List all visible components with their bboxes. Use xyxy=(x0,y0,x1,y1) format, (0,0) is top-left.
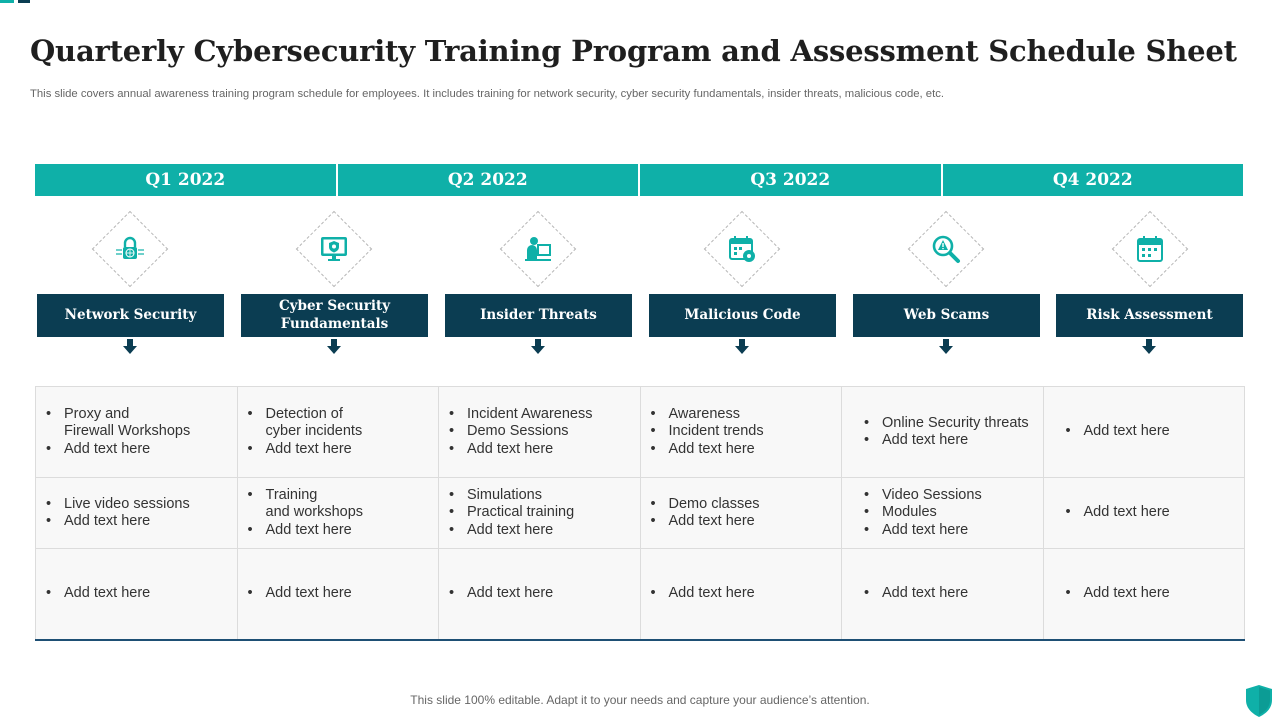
quarter-q4: Q4 2022 xyxy=(1052,170,1133,190)
list-item: • Incident Awareness xyxy=(447,406,630,424)
list-item: • Incident trends xyxy=(649,423,832,441)
list-item: • Add text here xyxy=(246,585,429,603)
bullet-list xyxy=(447,406,630,459)
table-cell xyxy=(842,549,1044,640)
bullet-list xyxy=(447,585,630,603)
table-cell xyxy=(1043,387,1245,478)
bullet-list xyxy=(649,585,832,603)
table-cell xyxy=(36,549,238,640)
list-item: • Simulations xyxy=(447,487,630,505)
list-item: • Online Security threats xyxy=(862,415,1033,433)
list-item: • Add text here xyxy=(1064,504,1235,522)
down-arrow-icon xyxy=(531,339,545,355)
topic-web-scams: Web Scams xyxy=(853,294,1040,337)
quarter-q2: Q2 2022 xyxy=(338,164,641,196)
list-item: • Detection of xyxy=(246,406,429,424)
list-item: • Add text here xyxy=(862,585,1033,603)
bullet-list xyxy=(246,487,429,540)
list-item: • Awareness xyxy=(649,406,832,424)
list-item: • Modules xyxy=(862,504,1033,522)
bullet-list xyxy=(44,406,227,459)
diamond-cyber-security xyxy=(295,210,373,288)
list-item: • Add text here xyxy=(246,441,429,459)
table-cell xyxy=(842,387,1044,478)
bullet-list xyxy=(246,406,429,459)
topic-insider-threats: Insider Threats xyxy=(445,294,632,337)
topic-risk-assessment: Risk Assessment xyxy=(1056,294,1243,337)
presenter-screen-icon xyxy=(522,233,554,265)
quarter-q1: Q1 2022 xyxy=(35,164,338,196)
corner-accent xyxy=(0,0,30,3)
table-cell xyxy=(640,549,842,640)
list-item: and workshops xyxy=(265,504,364,521)
quarter-bar xyxy=(35,164,1243,196)
table-cell xyxy=(1043,549,1245,640)
bullet-list xyxy=(1064,585,1235,603)
list-item: • Add text here xyxy=(1064,423,1235,441)
list-item: • Add text here xyxy=(44,441,227,459)
down-arrow-icon xyxy=(123,339,137,355)
quarter-q3: Q3 2022 xyxy=(640,164,943,196)
topic-network-security: Network Security xyxy=(37,294,224,337)
table-cell xyxy=(439,549,641,640)
list-item: • Add text here xyxy=(862,432,1033,450)
page-subtitle: This slide covers annual awareness training program schedule for employees. It includes training for network security, cyber security fundamentals, insider threats, malicious code, etc. xyxy=(30,88,945,100)
bullet-list xyxy=(1064,423,1235,441)
table-cell xyxy=(36,478,238,549)
list-item: • Demo classes xyxy=(649,496,832,514)
list-item: • Live video sessions xyxy=(44,496,227,514)
table-cell xyxy=(439,478,641,549)
list-item: • Training xyxy=(246,487,429,505)
shield-monitor-icon xyxy=(318,233,350,265)
table-cell xyxy=(237,478,439,549)
list-item: Firewall Workshops xyxy=(64,423,191,440)
bullet-list xyxy=(447,487,630,540)
diamond-web-scams xyxy=(907,210,985,288)
table-cell xyxy=(237,549,439,640)
table-row xyxy=(36,478,1245,549)
topic-cyber-security-fundamentals: Cyber Security Fundamentals xyxy=(241,294,428,337)
shield-logo-icon xyxy=(1245,684,1273,718)
bullet-list xyxy=(44,496,227,531)
bullet-list xyxy=(862,487,1033,540)
down-arrow-icon xyxy=(1142,339,1156,355)
list-item: cyber incidents xyxy=(265,423,363,440)
table-cell xyxy=(237,387,439,478)
list-item: • Add text here xyxy=(44,513,227,531)
diamond-network-security xyxy=(91,210,169,288)
table-cell xyxy=(1043,478,1245,549)
list-item: • Add text here xyxy=(246,522,429,540)
magnifier-warning-icon xyxy=(930,233,962,265)
schedule-table xyxy=(35,386,1245,641)
bullet-list xyxy=(1064,504,1235,522)
footer-note: This slide 100% editable. Adapt it to your needs and capture your audience’s attention. xyxy=(410,693,870,707)
calendar-gear-icon xyxy=(726,233,758,265)
list-item: • Add text here xyxy=(649,513,832,531)
table-cell xyxy=(36,387,238,478)
list-item: • Add text here xyxy=(1064,585,1235,603)
list-item: • Add text here xyxy=(649,441,832,459)
list-item: • Add text here xyxy=(862,522,1033,540)
table-cell xyxy=(842,478,1044,549)
list-item: • Video Sessions xyxy=(862,487,1033,505)
list-item: • Add text here xyxy=(447,522,630,540)
list-item: • Add text here xyxy=(447,441,630,459)
lock-network-icon xyxy=(114,233,146,265)
bullet-list xyxy=(862,415,1033,450)
down-arrow-icon xyxy=(327,339,341,355)
page-title: Quarterly Cybersecurity Training Program and Assessment Schedule Sheet xyxy=(30,34,1237,68)
table-row xyxy=(36,549,1245,640)
list-item: • Add text here xyxy=(649,585,832,603)
list-item: • Proxy and xyxy=(44,406,227,424)
table-cell xyxy=(439,387,641,478)
topic-malicious-code: Malicious Code xyxy=(649,294,836,337)
list-item: • Add text here xyxy=(44,585,227,603)
list-item: • Practical training xyxy=(447,504,630,522)
bullet-list xyxy=(862,585,1033,603)
bullet-list xyxy=(649,496,832,531)
bullet-list xyxy=(649,406,832,459)
calendar-icon xyxy=(1134,233,1166,265)
list-item: • Add text here xyxy=(447,585,630,603)
diamond-malicious-code xyxy=(703,210,781,288)
bullet-list xyxy=(246,585,429,603)
bullet-list xyxy=(44,585,227,603)
table-cell xyxy=(640,478,842,549)
table-cell xyxy=(640,387,842,478)
diamond-risk-assessment xyxy=(1111,210,1189,288)
down-arrow-icon xyxy=(735,339,749,355)
down-arrow-icon xyxy=(939,339,953,355)
table-row xyxy=(36,387,1245,478)
diamond-insider-threats xyxy=(499,210,577,288)
list-item: • Demo Sessions xyxy=(447,423,630,441)
